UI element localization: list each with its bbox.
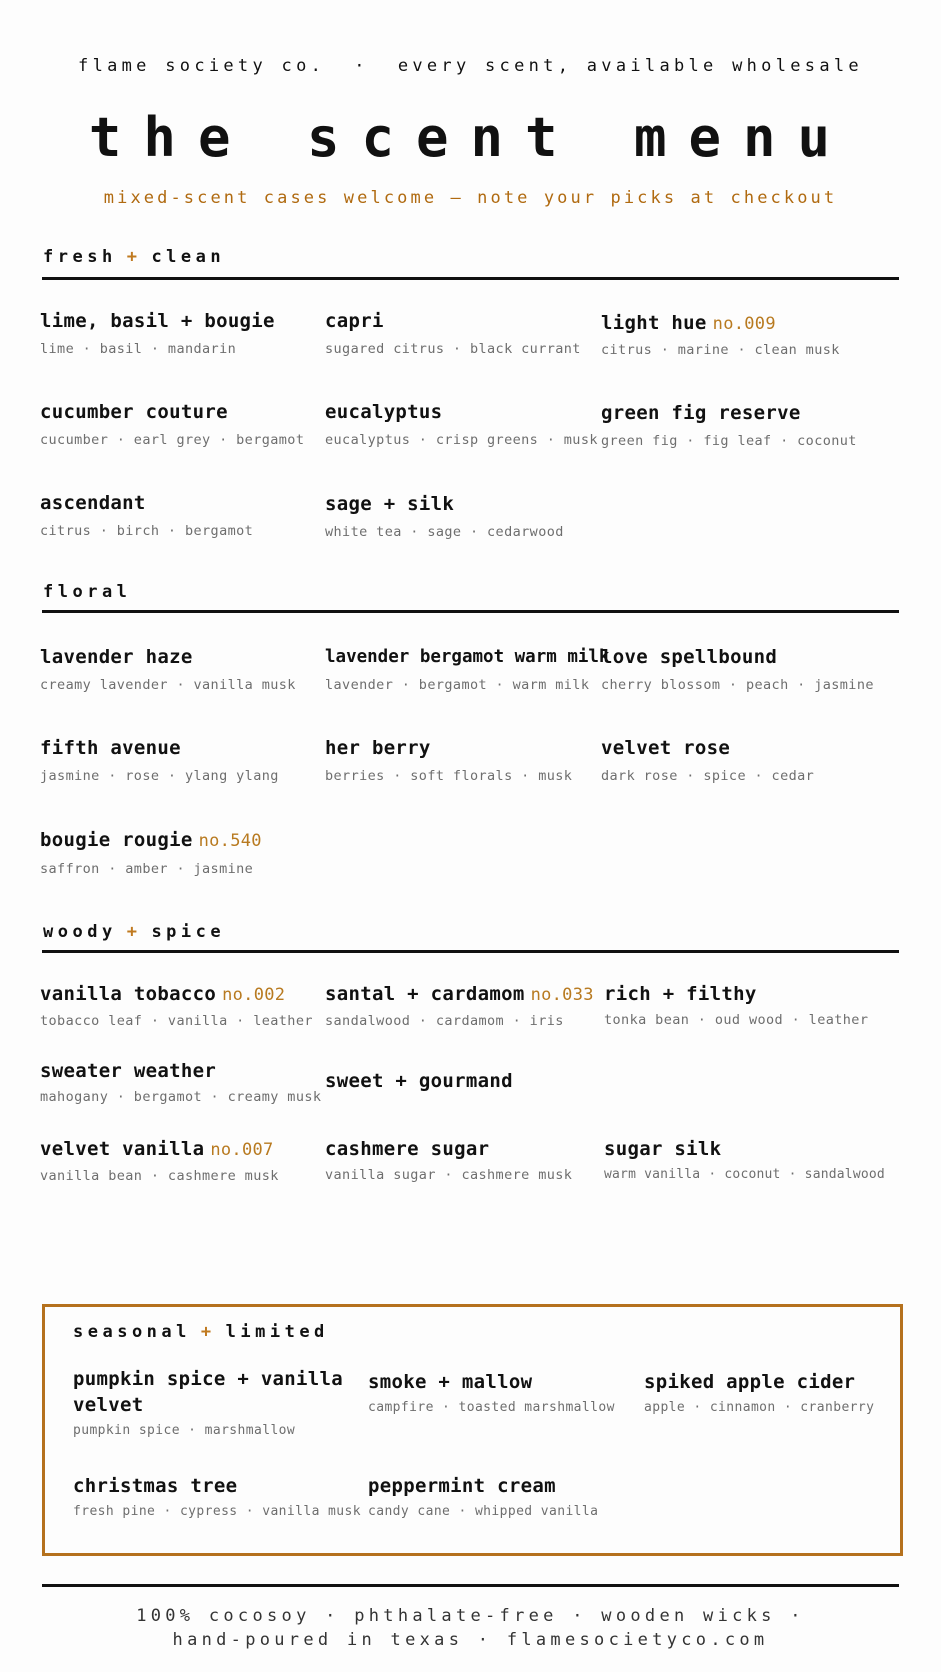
scent-name: cashmere sugar bbox=[325, 1138, 490, 1160]
scent-item bbox=[73, 1473, 363, 1519]
scent-name: spiked apple cider bbox=[644, 1371, 856, 1393]
scent-item bbox=[325, 981, 615, 1029]
scent-name: lavender bergamot warm milk bbox=[325, 647, 610, 667]
scent-notes: sandalwood · cardamom · iris bbox=[325, 1013, 564, 1029]
scent-notes: saffron · amber · jasmine bbox=[40, 861, 254, 877]
scent-name: lavender haze bbox=[40, 646, 193, 668]
scent-item bbox=[325, 308, 615, 357]
scent-item bbox=[604, 1136, 904, 1182]
scent-name: velvet vanilla no.007 bbox=[40, 1138, 274, 1160]
section-heading-floral: floral bbox=[43, 582, 132, 602]
scent-item bbox=[40, 827, 330, 877]
scent-name: cucumber couture bbox=[40, 401, 228, 423]
scent-number: no.002 bbox=[222, 985, 286, 1005]
scent-name: velvet rose bbox=[601, 737, 731, 759]
footer-line-2: hand-poured in texas · flamesocietyco.com bbox=[172, 1630, 769, 1650]
scent-name: vanilla tobacco no.002 bbox=[40, 983, 286, 1005]
scent-notes: lavender · bergamot · warm milk bbox=[325, 677, 590, 693]
scent-name: sage + silk bbox=[325, 493, 455, 515]
scent-notes: vanilla sugar · cashmere musk bbox=[325, 1167, 573, 1183]
scent-notes: candy cane · whipped vanilla bbox=[368, 1504, 599, 1519]
scent-item bbox=[40, 981, 330, 1029]
scent-item bbox=[601, 400, 891, 449]
scent-name: christmas tree bbox=[73, 1475, 238, 1497]
scent-item bbox=[40, 308, 330, 357]
scent-number: no.033 bbox=[530, 985, 594, 1005]
scent-name: smoke + mallow bbox=[368, 1371, 533, 1393]
scent-notes: eucalyptus · crisp greens · musk bbox=[325, 432, 598, 448]
scent-name: lime, basil + bougie bbox=[40, 310, 275, 332]
footer-line-1: 100% cocosoy · phthalate-free · wooden wicks · bbox=[136, 1606, 805, 1626]
scent-name: fifth avenue bbox=[40, 737, 181, 759]
scent-notes: campfire · toasted marshmallow bbox=[368, 1400, 615, 1415]
scent-item bbox=[604, 981, 894, 1028]
scent-name: sweet + gourmand bbox=[325, 1070, 513, 1092]
scent-item bbox=[40, 399, 330, 448]
scent-name: peppermint cream bbox=[368, 1475, 556, 1497]
scent-name: light hue no.009 bbox=[601, 312, 776, 334]
scent-item bbox=[40, 1058, 330, 1105]
scent-item bbox=[73, 1366, 363, 1438]
scent-item bbox=[644, 1369, 934, 1415]
scent-notes: mahogany · bergamot · creamy musk bbox=[40, 1089, 322, 1105]
scent-item bbox=[325, 644, 615, 693]
scent-notes: citrus · birch · bergamot bbox=[40, 523, 254, 539]
section-divider bbox=[42, 277, 899, 280]
scent-number: no.009 bbox=[712, 314, 776, 334]
scent-name: bougie rougie no.540 bbox=[40, 829, 262, 851]
scent-item bbox=[601, 644, 891, 693]
scent-number: no.540 bbox=[198, 831, 262, 851]
scent-item bbox=[368, 1473, 658, 1519]
scent-notes: citrus · marine · clean musk bbox=[601, 342, 840, 358]
scent-item bbox=[601, 310, 891, 358]
scent-name: green fig reserve bbox=[601, 402, 801, 424]
scent-item bbox=[40, 1136, 330, 1184]
scent-notes: pumpkin spice · marshmallow bbox=[73, 1423, 296, 1438]
scent-item bbox=[40, 644, 330, 693]
scent-notes: lime · basil · mandarin bbox=[40, 341, 237, 357]
scent-item bbox=[325, 1068, 615, 1094]
scent-notes: fresh pine · cypress · vanilla musk bbox=[73, 1504, 361, 1519]
scent-name: sweater weather bbox=[40, 1060, 217, 1082]
section-heading-fresh-clean: fresh + clean bbox=[43, 247, 226, 267]
scent-name: santal + cardamom no.033 bbox=[325, 983, 594, 1005]
footer-divider bbox=[42, 1584, 899, 1587]
scent-item bbox=[40, 735, 330, 784]
scent-notes: tonka bean · oud wood · leather bbox=[604, 1012, 869, 1028]
scent-notes: berries · soft florals · musk bbox=[325, 768, 573, 784]
scent-name: ascendant bbox=[40, 492, 146, 514]
scent-item bbox=[368, 1369, 658, 1415]
section-heading-woody-spice: woody + spice bbox=[43, 922, 226, 942]
section-divider bbox=[42, 950, 899, 953]
page-subtitle: mixed-scent cases welcome — note your picks at checkout bbox=[103, 188, 838, 208]
scent-item bbox=[325, 1136, 615, 1183]
scent-name: capri bbox=[325, 310, 384, 332]
scent-item bbox=[601, 735, 891, 784]
scent-notes: apple · cinnamon · cranberry bbox=[644, 1400, 875, 1415]
scent-item bbox=[325, 491, 615, 540]
brand-tagline: flame society co. · every scent, available wholesale bbox=[78, 56, 863, 76]
scent-name: sugar silk bbox=[604, 1138, 722, 1160]
scent-name: pumpkin spice + vanilla velvet bbox=[73, 1368, 343, 1416]
scent-item bbox=[325, 735, 615, 784]
scent-notes: warm vanilla · coconut · sandalwood bbox=[604, 1167, 885, 1182]
scent-notes: vanilla bean · cashmere musk bbox=[40, 1168, 279, 1184]
scent-notes: sugared citrus · black currant bbox=[325, 341, 581, 357]
scent-notes: tobacco leaf · vanilla · leather bbox=[40, 1013, 313, 1029]
page-title: the scent menu bbox=[88, 106, 853, 169]
section-divider bbox=[42, 610, 899, 613]
scent-notes: dark rose · spice · cedar bbox=[601, 768, 815, 784]
scent-name: love spellbound bbox=[601, 646, 778, 668]
section-heading-seasonal-limited: seasonal + limited bbox=[73, 1322, 329, 1342]
scent-name: eucalyptus bbox=[325, 401, 443, 423]
scent-name: rich + filthy bbox=[604, 983, 757, 1005]
scent-notes: jasmine · rose · ylang ylang bbox=[40, 768, 279, 784]
scent-item bbox=[40, 490, 330, 539]
scent-notes: white tea · sage · cedarwood bbox=[325, 524, 564, 540]
scent-notes: creamy lavender · vanilla musk bbox=[40, 677, 296, 693]
scent-notes: cucumber · earl grey · bergamot bbox=[40, 432, 305, 448]
scent-item bbox=[325, 399, 615, 448]
scent-notes: green fig · fig leaf · coconut bbox=[601, 433, 857, 449]
scent-number: no.007 bbox=[210, 1140, 274, 1160]
scent-notes: cherry blossom · peach · jasmine bbox=[601, 677, 874, 693]
scent-name: her berry bbox=[325, 737, 431, 759]
